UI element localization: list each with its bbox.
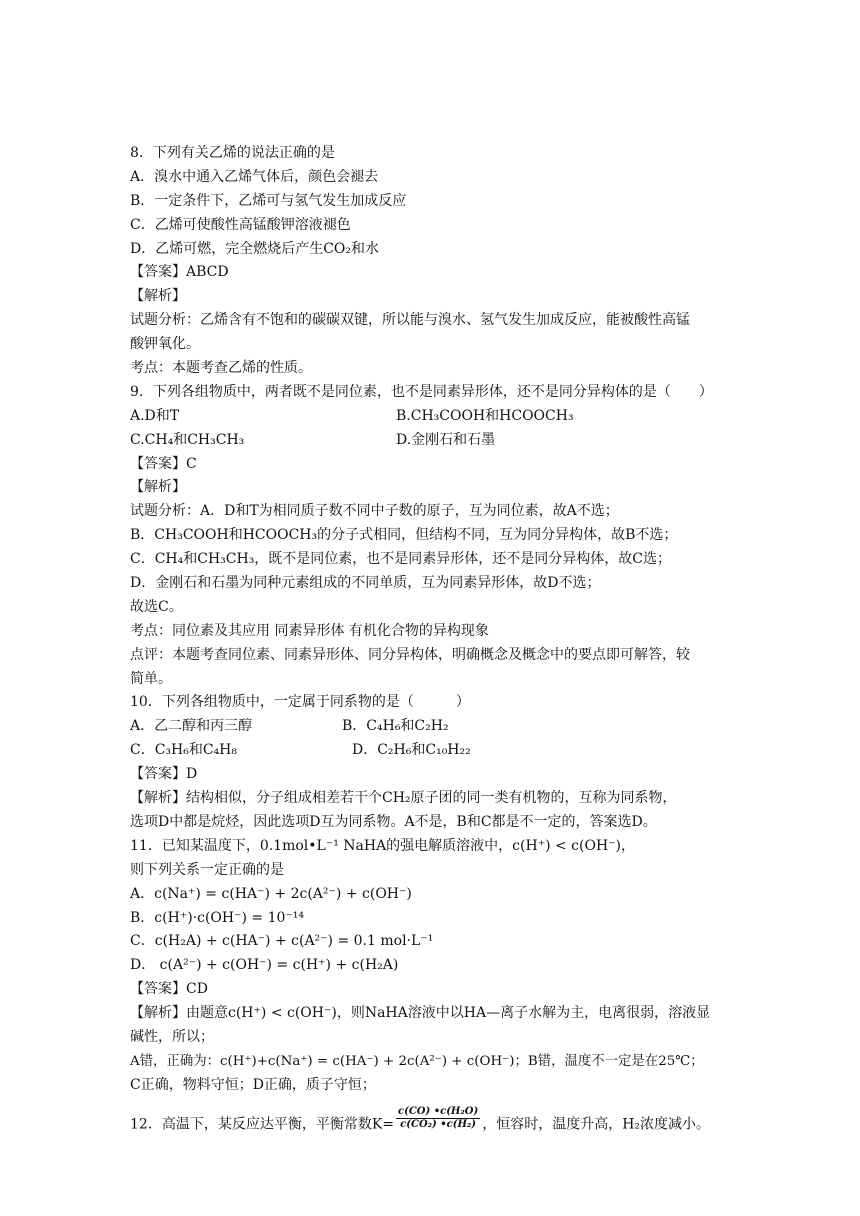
q10-options-row-2 xyxy=(130,739,736,763)
q9-analysis-line-1: 试题分析：A．D和T为相同质子数不同中子数的原子，互为同位素，故A不选； xyxy=(130,503,619,520)
q11-answer: 【答案】CD xyxy=(130,981,208,998)
q10-analysis-line-2: 选项D中都是烷烃，因此选项D互为同系物。A不是，B和C都是不一定的，答案选D。 xyxy=(130,813,657,830)
q10-analysis-line-1: 【解析】结构相似，分子组成相差若干个CH₂原子团的同一类有机物的，互称为同系物， xyxy=(130,790,677,807)
q11-analysis-line-3: A错，正确为：c(H⁺)+c(Na⁺) = c(HA⁻) + 2c(A²⁻) + c(OH⁻)；B错，温度不一定是在25℃； xyxy=(130,1053,704,1069)
q9-analysis-line-4: D．金刚石和石墨为同种元素组成的不同单质，互为同素异形体，故D不选； xyxy=(130,575,601,592)
q9-options-row-1 xyxy=(130,405,736,429)
q8-analysis-line-2: 酸钾氧化。 xyxy=(130,336,200,353)
q8-analysis-heading: 【解析】 xyxy=(130,288,186,305)
q9-option-c: C.CH₄和CH₃CH₃ xyxy=(130,431,245,448)
q10-option-d: D．C₂H₆和C₁₀H₂₂ xyxy=(352,742,471,759)
q12-prefix: 12．高温下，某反应达平衡，平衡常数K= xyxy=(130,1116,395,1133)
q8-answer: 【答案】ABCD xyxy=(130,264,229,281)
q9-knowledge-point: 考点：同位素及其应用 同素异形体 有机化合物的异构现象 xyxy=(130,622,489,639)
fraction-denominator: c(CO₂) •c(H₂) xyxy=(400,1118,477,1130)
q11-option-b: B．c(H⁺)·c(OH⁻) = 10⁻¹⁴ xyxy=(130,909,305,926)
q9-analysis-line-2: B．CH₃COOH和HCOOCH₃的分子式相同，但结构不同，互为同分异构体，故B不选； xyxy=(130,527,678,544)
q11-analysis-line-4: C正确，物料守恒；D正确，质子守恒； xyxy=(130,1076,376,1093)
q9-stem: 9．下列各组物质中，两者既不是同位素，也不是同素异形体，还不是同分异构体的是（ ） xyxy=(130,383,713,400)
q11-stem-line-2: 则下列关系一定正确的是 xyxy=(130,861,284,878)
q8-option-a: A．溴水中通入乙烯气体后，颜色会褪去 xyxy=(130,168,379,185)
q11-stem-line-1: 11．已知某温度下，0.1mol•L⁻¹ NaHA的强电解质溶液中，c(H⁺) < c(OH⁻)， xyxy=(130,837,636,854)
q9-options-row-2 xyxy=(130,429,736,453)
q11-option-a: A．c(Na⁺) = c(HA⁻) + 2c(A²⁻) + c(OH⁻) xyxy=(130,885,412,902)
q11-analysis-line-2: 碱性，所以； xyxy=(130,1028,214,1045)
q10-stem: 10．下列各组物质中，一定属于同系物的是（ ） xyxy=(130,694,470,711)
q10-options-row-1 xyxy=(130,715,736,739)
q10-answer: 【答案】D xyxy=(130,766,198,783)
q9-option-b: B.CH₃COOH和HCOOCH₃ xyxy=(396,407,574,424)
q9-answer: 【答案】C xyxy=(130,455,197,472)
q9-conclusion: 故选C。 xyxy=(130,598,183,615)
q9-analysis-heading: 【解析】 xyxy=(130,479,186,496)
q8-analysis-line-1: 试题分析：乙烯含有不饱和的碳碳双键，所以能与溴水、氢气发生加成反应，能被酸性高锰 xyxy=(130,312,690,329)
q9-comment-line-2: 简单。 xyxy=(130,670,172,687)
q11-option-d: D． c(A²⁻) + c(OH⁻) = c(H⁺) + c(H₂A) xyxy=(130,957,399,974)
equilibrium-constant-fraction xyxy=(396,1106,480,1131)
q8-option-d: D．乙烯可燃，完全燃烧后产生CO₂和水 xyxy=(130,240,380,257)
q9-comment-line-1: 点评：本题考查同位素、同素异形体、同分异构体，明确概念及概念中的要点即可解答，较 xyxy=(130,646,690,663)
q12-stem xyxy=(130,1105,736,1136)
q9-option-a: A.D和T xyxy=(130,407,180,424)
q9-option-d: D.金刚石和石墨 xyxy=(396,431,496,448)
q10-option-c: C．C₃H₆和C₄H₈ xyxy=(130,742,238,759)
document-page xyxy=(130,142,736,1136)
q10-option-b: B．C₄H₆和C₂H₂ xyxy=(342,718,449,735)
q12-suffix: ，恒容时，温度升高，H₂浓度减小。 xyxy=(482,1116,711,1133)
q11-analysis-line-1: 【解析】由题意c(H⁺) < c(OH⁻)，则NaHA溶液中以HA—离子水解为主，电离很弱，溶液显 xyxy=(130,1005,711,1022)
q8-option-b: B．一定条件下，乙烯可与氢气发生加成反应 xyxy=(130,192,407,209)
q8-stem: 8．下列有关乙烯的说法正确的是 xyxy=(130,145,335,161)
fraction-numerator: c(CO) •c(H₂O) xyxy=(398,1105,479,1117)
q11-option-c: C．c(H₂A) + c(HA⁻) + c(A²⁻) = 0.1 mol·L⁻¹ xyxy=(130,933,434,950)
q8-option-c: C．乙烯可使酸性高锰酸钾溶液褪色 xyxy=(130,216,351,233)
q8-knowledge-point: 考点：本题考查乙烯的性质。 xyxy=(130,360,312,377)
q9-analysis-line-3: C．CH₄和CH₃CH₃，既不是同位素，也不是同素异形体，还不是同分异构体，故C选； xyxy=(130,551,672,568)
q10-option-a: A．乙二醇和丙三醇 xyxy=(130,718,253,735)
